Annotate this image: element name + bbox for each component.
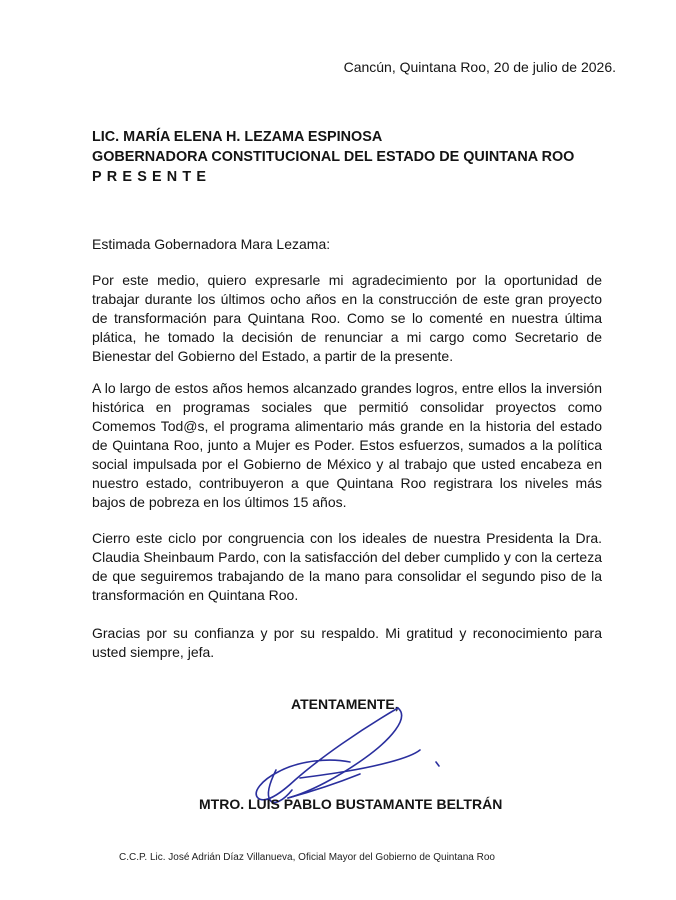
body-paragraph-3: Cierro este ciclo por congruencia con los ideales de nuestra Presidenta la Dra. Claudia Sheinbaum Pardo, con la satisfacción del deber cumplido y con la certeza de que seguiremos trabajando de la mano para consolidar el segundo piso de la transformación en Quintana Roo. bbox=[92, 530, 602, 603]
carbon-copy-line: C.C.P. Lic. José Adrián Díaz Villanueva, Oficial Mayor del Gobierno de Quintana Roo bbox=[119, 852, 495, 863]
closing: ATENTAMENTE, bbox=[291, 696, 399, 712]
body-paragraph-1: Por este medio, quiero expresarle mi agradecimiento por la oportunidad de trabajar durante los últimos ocho años en la construcción de este gran proyecto de transformación para Quintana Roo. Como se lo comenté en nuestra última plática, he tomado la decisión de renunciar a mi cargo como Secretario de Bienestar del Gobierno del Estado, a partir de la presente. bbox=[92, 272, 602, 364]
salutation: Estimada Gobernadora Mara Lezama: bbox=[92, 236, 331, 252]
signature-icon bbox=[240, 700, 470, 810]
addressee-present: PRESENTE bbox=[92, 169, 212, 185]
addressee-name: LIC. MARÍA ELENA H. LEZAMA ESPINOSA bbox=[92, 129, 383, 145]
date-line: Cancún, Quintana Roo, 20 de julio de 2026. bbox=[343, 59, 616, 75]
body-paragraph-2: A lo largo de estos años hemos alcanzado grandes logros, entre ellos la inversión histórica en programas sociales que permitió consolidar proyectos como Comemos Tod@s, el programa alimentario más grande en la historia del estado de Quintana Roo, junto a Mujer es Poder. Estos esfuerzos, sumados a la política social impulsada por el Gobierno de México y al trabajo que usted encabeza en nuestro estado, contribuyeron a que Quintana Roo registrara los niveles más bajos de pobreza en los últimos 15 años. bbox=[92, 380, 602, 510]
addressee-title: GOBERNADORA CONSTITUCIONAL DEL ESTADO DE QUINTANA ROO bbox=[92, 149, 575, 165]
body-paragraph-4: Gracias por su confianza y por su respaldo. Mi gratitud y reconocimiento para usted siempre, jefa. bbox=[92, 625, 602, 660]
addressee-block bbox=[92, 127, 574, 187]
signer-name: MTRO. LUIS PABLO BUSTAMANTE BELTRÁN bbox=[199, 796, 503, 812]
